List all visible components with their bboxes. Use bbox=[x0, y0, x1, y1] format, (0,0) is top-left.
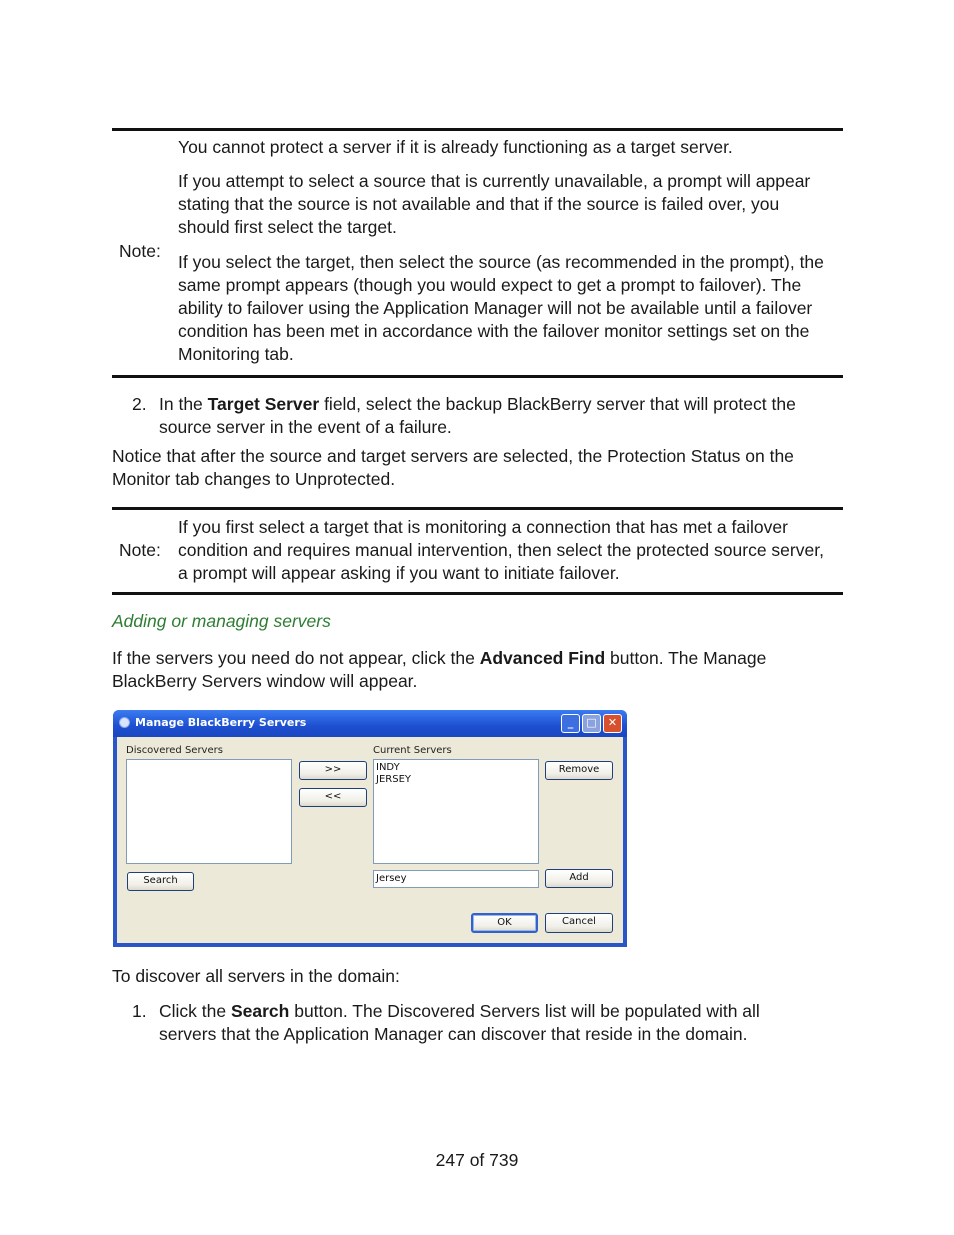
note-text: If you first select a target that is monitoring a connection that has met a failover condition and requires manual intervention, then select the protected source server, a prompt will appear asking if you want to initiate failover. bbox=[178, 517, 824, 583]
dialog-title: Manage BlackBerry Servers bbox=[135, 716, 307, 729]
note-top-rule bbox=[112, 128, 843, 131]
maximize-button[interactable]: □ bbox=[582, 714, 601, 733]
note-text: If you attempt to select a source that is currently unavailable, a prompt will appear stating that the source is not available and that if the source is failed over, you should first select the target. bbox=[178, 171, 811, 237]
step-number: 2. bbox=[132, 394, 147, 414]
manage-servers-dialog bbox=[113, 710, 627, 947]
current-servers-label: Current Servers bbox=[373, 745, 452, 756]
add-button[interactable]: Add bbox=[545, 869, 613, 888]
discovered-servers-label: Discovered Servers bbox=[126, 745, 223, 756]
remove-button[interactable]: Remove bbox=[545, 761, 613, 780]
section-heading: Adding or managing servers bbox=[112, 611, 331, 631]
current-servers-list[interactable] bbox=[373, 759, 539, 864]
dialog-title-bar bbox=[113, 710, 627, 737]
cancel-button[interactable]: Cancel bbox=[545, 913, 613, 933]
paragraph: Notice that after the source and target servers are selected, the Protection Status on the Monitor tab changes to Unprotected. bbox=[112, 446, 794, 489]
page-number: 247 of 739 bbox=[435, 1150, 519, 1170]
step-number: 1. bbox=[132, 1001, 147, 1021]
list-item[interactable]: INDY bbox=[376, 762, 400, 773]
note-label: Note: bbox=[119, 540, 161, 560]
search-button[interactable]: Search bbox=[127, 872, 194, 891]
list-item[interactable]: JERSEY bbox=[376, 774, 411, 785]
remove-to-discovered-button[interactable]: << bbox=[299, 788, 367, 807]
ok-button[interactable]: OK bbox=[471, 913, 538, 933]
note-text: If you select the target, then select the source (as recommended in the prompt), the same prompt appears (though you would expect to get a prompt to failover). The ability to failover using the Application Manager will not be available until a failover condition has been met in accordance with the failover monitor settings set on the Monitoring tab. bbox=[178, 252, 824, 364]
dialog-body bbox=[117, 737, 623, 943]
note-bottom-rule bbox=[112, 375, 843, 378]
minimize-button[interactable]: _ bbox=[561, 714, 580, 733]
note-bottom-rule bbox=[112, 592, 843, 595]
step-text: Click the Search button. The Discovered Servers list will be populated with all servers that the Application Manager can discover that reside in the domain. bbox=[159, 1001, 760, 1044]
note-top-rule bbox=[112, 507, 843, 510]
close-button[interactable]: ✕ bbox=[603, 714, 622, 733]
discovered-servers-list[interactable] bbox=[126, 759, 292, 864]
step-text: In the Target Server field, select the backup BlackBerry server that will protect the source server in the event of a failure. bbox=[159, 394, 796, 437]
add-to-current-button[interactable]: >> bbox=[299, 761, 367, 780]
paragraph: If the servers you need do not appear, click the Advanced Find button. The Manage BlackBerry Servers window will appear. bbox=[112, 648, 767, 691]
note-label: Note: bbox=[119, 241, 161, 261]
server-name-input[interactable]: Jersey bbox=[373, 870, 539, 888]
note-text: You cannot protect a server if it is already functioning as a target server. bbox=[178, 137, 733, 157]
paragraph: To discover all servers in the domain: bbox=[112, 966, 400, 986]
app-icon bbox=[119, 717, 130, 728]
